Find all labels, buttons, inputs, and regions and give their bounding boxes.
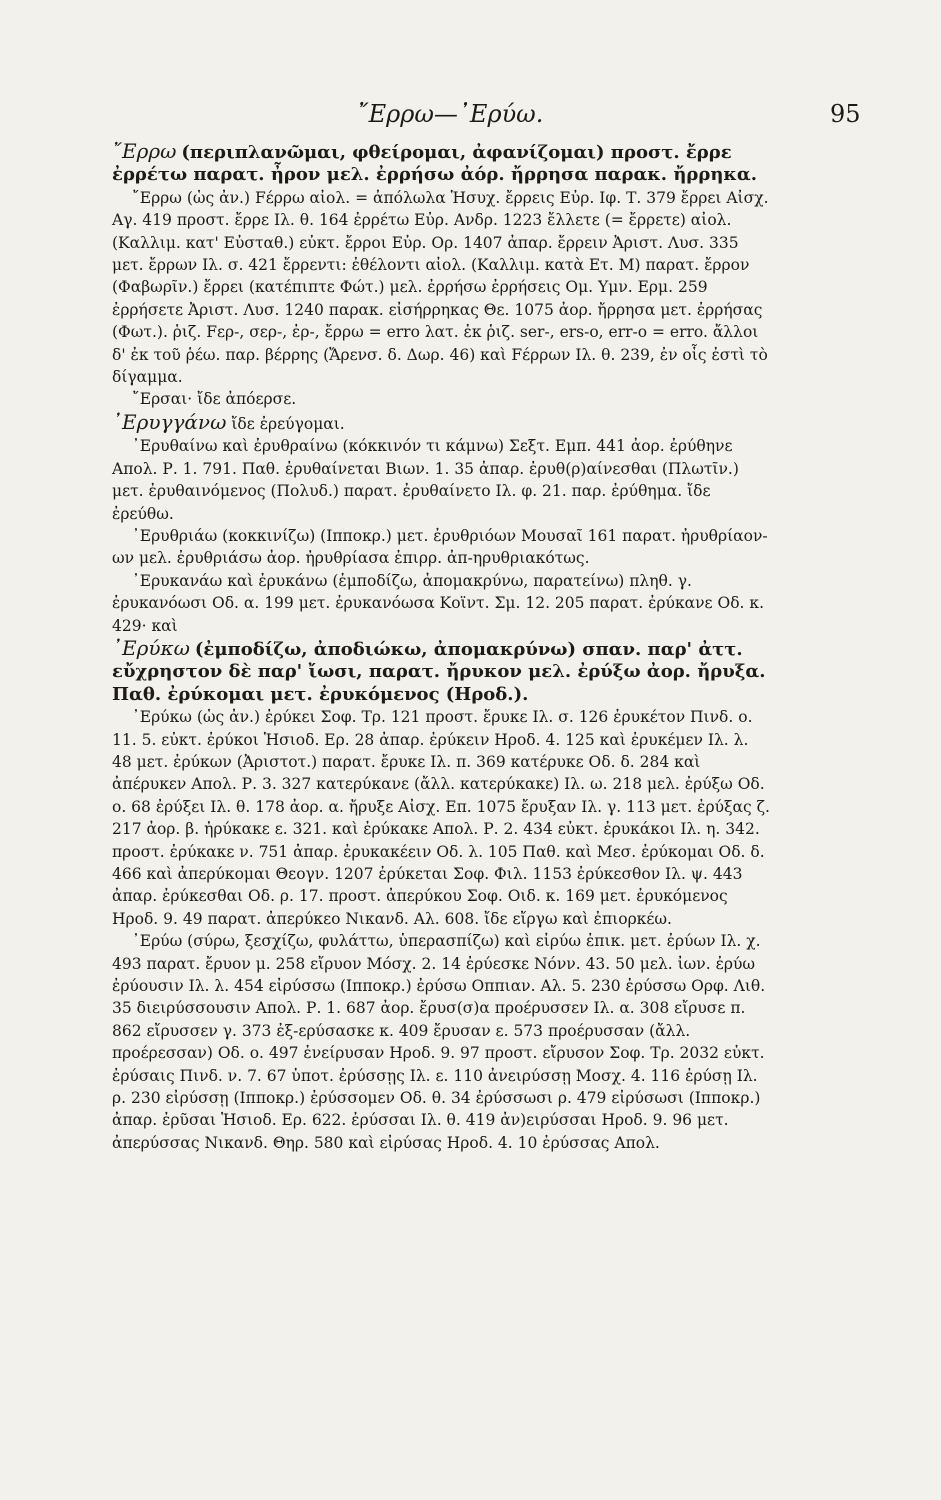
entry-erro-heading	[112, 140, 772, 187]
lemma: ῎Ερρω	[112, 139, 177, 163]
entry-erythaino: ᾿Ερυθαίνω καὶ ἐρυθραίνω (κόκκινόν τι κάμνω) Σεξτ. Εμπ. 441 ἀορ. ἐρύθηνε Απολ. Ρ. 1. 791. Παθ. ἐρυθαίνεται Βιων. 1. 35 ἀπαρ. ἐρυθ(ρ)αίνεσθαι (Πλωτῖν.) μετ. ἐρυθαινόμενος (Πολυδ.) παρατ. ἐρυθαίνετο Ιλ. φ. 21. παρ. ἐρύθημα. ἴδε ἐρεύθω.	[112, 437, 739, 523]
page-header	[0, 100, 941, 140]
dictionary-body	[112, 140, 772, 1154]
page-number: 95	[830, 100, 861, 128]
entry-eryko-heading	[112, 637, 772, 706]
entry-eryo: ᾿Ερύω (σύρω, ξεσχίζω, φυλάττω, ὑπερασπίζω) καὶ εἰρύω ἐπικ. μετ. ἐρύων Ιλ. χ. 493 παρατ. ἔρυον μ. 258 εἴρυον Μόσχ. 2. 14 ἐρύεσκε Νόνν. 43. 50 μελ. ἰων. ἐρύω ἐρύουσιν Ιλ. λ. 454 εἰρύσσω (Ιπποκρ.) ἐρύσω Οππιαν. Αλ. 5. 230 ἐρύσσω Ορφ. Λιθ. 35 διειρύσσουσιν Απολ. Ρ. 1. 687 ἀορ. ἔρυσ(σ)α προέρυσσεν Ιλ. α. 308 εἴρυσε π. 862 εἴρυσσεν γ. 373 ἐξ-ερύσασκε κ. 409 ἔρυσαν ε. 573 προέρυσσαν (ἄλλ. προέρεσσαν) Οδ. ο. 497 ἐνείρυσαν Ηροδ. 9. 97 προστ. εἴρυσον Σοφ. Τρ. 2032 εὐκτ. ἐρύσαις Πινδ. ν. 7. 67 ὑποτ. ἐρύσσῃς Ιλ. ε. 110 ἀνειρύσσῃ Μοσχ. 4. 116 ἐρύσῃ Ιλ. ρ. 230 εἰρύσσῃ (Ιπποκρ.) ἐρύσσομεν Οδ. θ. 34 ἐρύσσωσι ρ. 479 εἰρύσωσι (Ιπποκρ.) ἀπαρ. ἐρῦσαι Ἡσιοδ. Ερ. 622. ἐρύσσαι Ιλ. θ. 419 ἀν)ειρύσσαι Ηροδ. 9. 96 μετ. ἀπερύσσας Νικανδ. Θηρ. 580 καὶ εἰρύσας Ηροδ. 4. 10 ἐρύσσας Απολ.	[112, 932, 766, 1152]
gloss: (περιπλανῶμαι, φθείρομαι, ἀφανίζομαι) προστ. ἔρρε ἐρρέτω παρατ. ἦρον μελ. ἐρρήσω ἀόρ. ἤρρησα παρακ. ἤρρηκα.	[112, 142, 758, 186]
entry-ersai: ῎Ερσαι· ἴδε ἀπόερσε.	[132, 390, 297, 409]
entry-eryggano-heading	[112, 411, 772, 435]
lemma: ᾿Ερύκω	[112, 635, 190, 660]
running-title: ῎Ερρω—᾿Ερύω.	[356, 100, 544, 128]
entry-eryko-forms: ᾿Ερύκω (ὡς ἀν.) ἐρύκει Σοφ. Τρ. 121 προστ. ἔρυκε Ιλ. σ. 126 ἐρυκέτον Πινδ. ο. 11. 5. εὐκτ. ἐρύκοι Ἡσιοδ. Ερ. 28 ἀπαρ. ἐρύκειν Ηροδ. 4. 125 καὶ ἐρυκέμεν Ιλ. λ. 48 μετ. ἐρύκων (Ἀριστοτ.) παρατ. ἔρυκε Ιλ. π. 369 κατέρυκε Οδ. δ. 284 καὶ ἀπέρυκεν Απολ. Ρ. 3. 327 κατερύκανε (ἄλλ. κατερύκακε) Ιλ. ω. 218 μελ. ἐρύξω Οδ. ο. 68 ἐρύξει Ιλ. θ. 178 ἀορ. α. ἤρυξε Αἰσχ. Επ. 1075 ἔρυξαν Ιλ. γ. 113 μετ. ἐρύξας ζ. 217 ἀορ. β. ἠρύκακε ε. 321. καὶ ἐρύκακε Απολ. Ρ. 2. 434 εὐκτ. ἐρυκάκοι Ιλ. η. 342. προστ. ἐρύκακε ν. 751 ἀπαρ. ἐρυκακέειν Οδ. λ. 105 Παθ. καὶ Μεσ. ἐρύκομαι Οδ. δ. 466 καὶ ἀπερύκομαι Θεογν. 1207 ἐρύκεται Σοφ. Φιλ. 1153 ἐρύκεσθον Ιλ. ψ. 443 ἀπαρ. ἐρύκεσθαι Οδ. ρ. 17. προστ. ἀπερύκου Σοφ. Οιδ. κ. 169 μετ. ἐρυκόμενος Ηροδ. 9. 49 παρατ. ἀπερύκεο Νικανδ. Αλ. 608. ἴδε εἴργω καὶ ἐπιορκέω.	[112, 708, 770, 928]
gloss: (ἐμποδίζω, ἀποδιώκω, ἀπομακρύνω) σπαν. παρ' ἀττ. εὔχρηστον δὲ παρ' ἴωσι, παρατ. ἤρυκον μελ. ἐρύξω ἀορ. ἤρυξα. Παθ. ἐρύκομαι μετ. ἐρυκόμενος (Ηροδ.).	[112, 638, 766, 705]
entry-erythriao: ᾿Ερυθριάω (κοκκινίζω) (Ιπποκρ.) μετ. ἐρυθριόων Μουσαῖ 161 παρατ. ἠρυθρίαον-ων μελ. ἐρυθριάσω ἀορ. ἠρυθρίασα ἐπιρρ. ἀπ-ηρυθριακότως.	[112, 526, 768, 568]
gloss: ἴδε ἐρεύγομαι.	[231, 414, 345, 433]
entry-erykanao: ᾿Ερυκανάω καὶ ἐρυκάνω (ἐμποδίζω, ἀπομακρύνω, παρατείνω) πληθ. γ. ἐρυκανόωσι Οδ. α. 199 μετ. ἐρυκανόωσα Κοϊντ. Σμ. 12. 205 παρατ. ἐρύκανε Οδ. κ. 429· καὶ	[112, 571, 764, 635]
entry-erro-forms: ῎Ερρω (ὡς ἀν.) Fέρρω αἰολ. = ἀπόλωλα Ἡσυχ. ἔρρεις Εὐρ. Ιφ. Τ. 379 ἔρρει Αἰσχ. Αγ. 419 προστ. ἔρρε Ιλ. θ. 164 ἐρρέτω Εὐρ. Ανδρ. 1223 ἔλλετε (= ἔρρετε) αἰολ. (Καλλιμ. κατ' Εὐσταθ.) εὐκτ. ἔρροι Εὐρ. Ορ. 1407 ἀπαρ. ἔρρειν Ἀριστ. Λυσ. 335 μετ. ἔρρων Ιλ. σ. 421 ἔρρεντι: ἐθέλοντι αἰολ. (Καλλιμ. κατὰ Ετ. Μ) παρατ. ἔρρον (Φαβωρῖν.) ἔρρει (κατέπιπτε Φώτ.) μελ. ἐρρήσω ἐρρήσεις Ομ. Υμν. Ερμ. 259 ἐρρήσετε Ἀριστ. Λυσ. 1240 παρακ. εἰσήρρηκας Θε. 1075 ἀορ. ἤρρησα μετ. ἐρρήσας (Φωτ.). ῥιζ. Fερ-, σερ-, ἐρ-, ἔρρω = erro λατ. ἐκ ῥιζ. ser-, ers-o, err-o = erro. ἄλλοι δ' ἐκ τοῦ ῥέω. παρ. βέρρης (Ἄρενσ. δ. Δωρ. 46) καὶ Fέρρων Ιλ. θ. 239, ἐν οἷς ἐστὶ τὸ δίγαμμα.	[112, 188, 769, 387]
lemma: ᾿Ερυγγάνω	[112, 409, 227, 434]
